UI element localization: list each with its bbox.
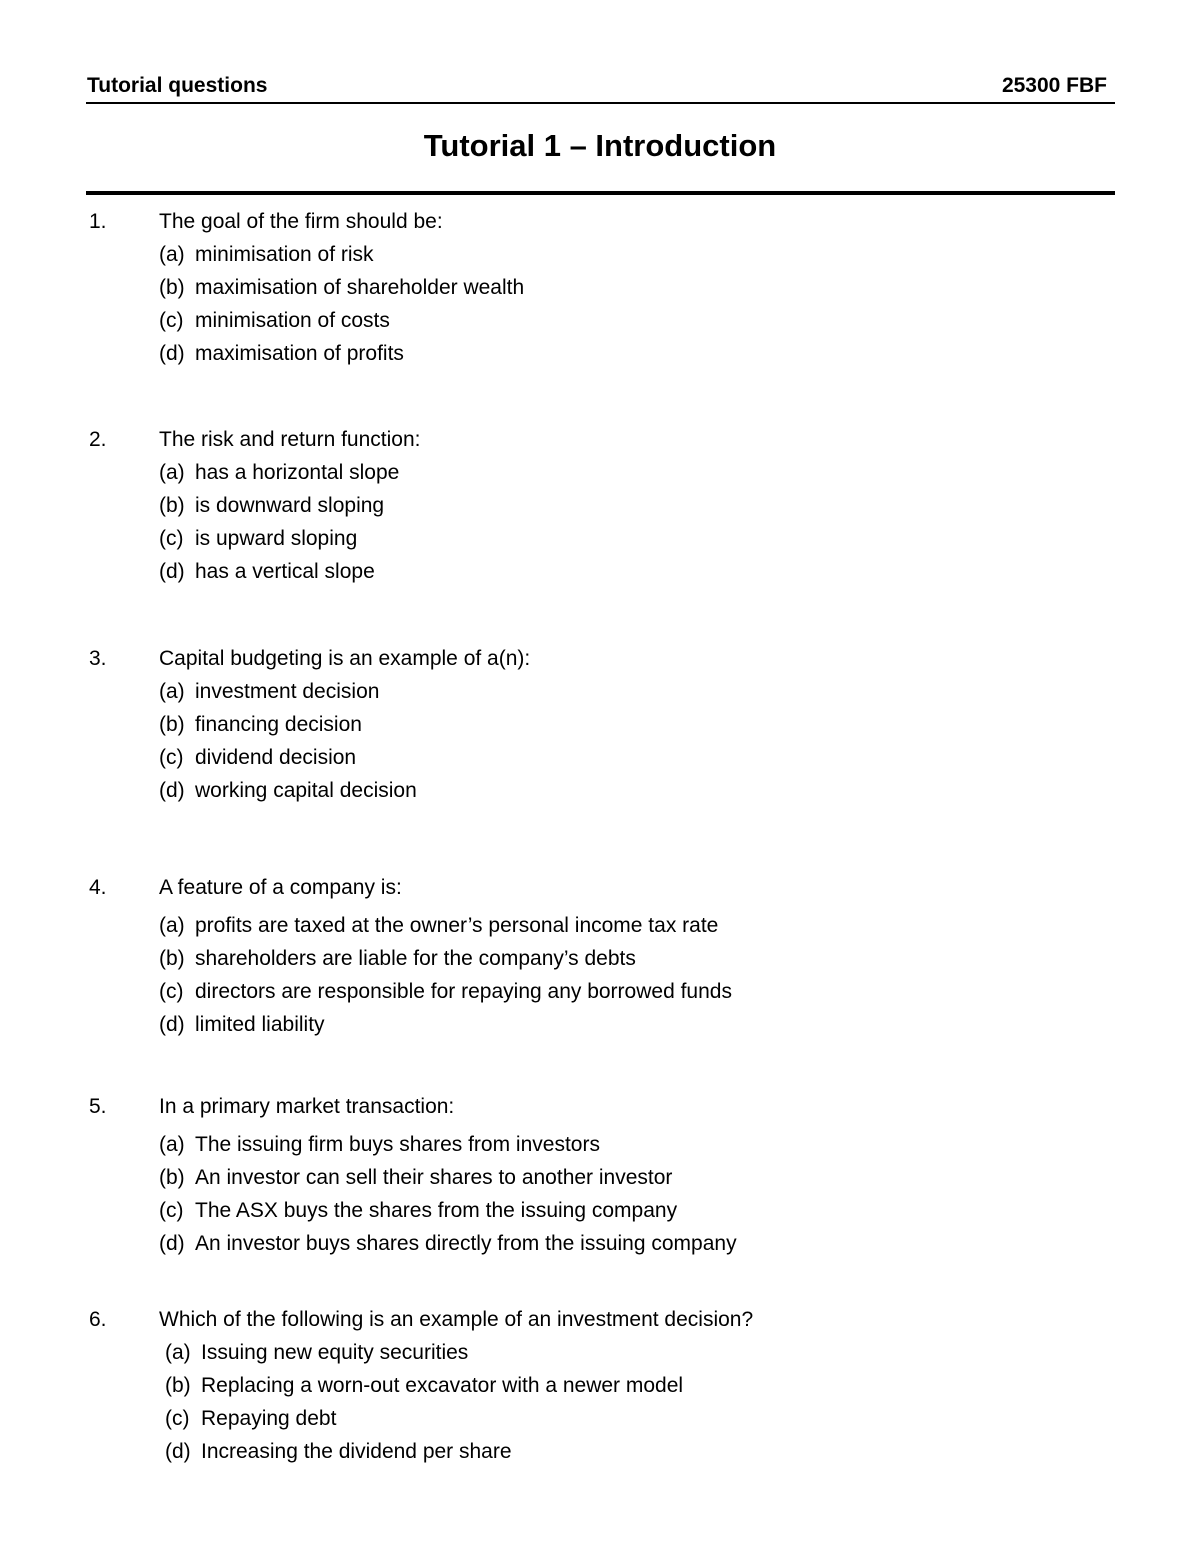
option-text: An investor can sell their shares to another investor (195, 1166, 673, 1189)
option-letter: (d) (159, 1232, 185, 1255)
option-d (165, 1438, 512, 1466)
option-a (159, 912, 718, 940)
question-number: 2. (89, 428, 107, 451)
option-text: has a vertical slope (195, 560, 375, 583)
option-letter: (b) (159, 494, 185, 517)
option-c (159, 307, 390, 335)
option-a (159, 1131, 600, 1159)
option-c (165, 1405, 336, 1433)
option-d (159, 1230, 737, 1258)
question-stem: Capital budgeting is an example of a(n): (159, 647, 531, 670)
option-letter: (b) (159, 1166, 185, 1189)
option-text: is upward sloping (195, 527, 358, 550)
option-text: An investor buys shares directly from the issuing company (195, 1232, 737, 1255)
option-text: Repaying debt (201, 1407, 337, 1430)
page-title: Tutorial 1 – Introduction (423, 128, 777, 163)
question-number: 5. (89, 1095, 107, 1118)
option-letter: (b) (159, 713, 185, 736)
option-letter: (a) (159, 461, 185, 484)
option-text: Issuing new equity securities (201, 1341, 469, 1364)
option-letter: (c) (159, 980, 184, 1003)
option-text: working capital decision (195, 779, 417, 802)
option-letter: (c) (159, 1199, 184, 1222)
option-b (159, 274, 524, 302)
header-divider (86, 102, 1115, 104)
option-text: dividend decision (195, 746, 357, 769)
option-letter: (a) (159, 914, 185, 937)
option-b (165, 1372, 683, 1400)
option-text: shareholders are liable for the company’s debts (195, 947, 636, 970)
option-letter: (c) (159, 746, 184, 769)
option-text: The issuing firm buys shares from investors (195, 1133, 600, 1156)
option-letter: (a) (159, 680, 185, 703)
question-number: 3. (89, 647, 107, 670)
option-a (165, 1339, 468, 1367)
option-text: minimisation of costs (195, 309, 390, 332)
option-text: minimisation of risk (195, 243, 374, 266)
running-header-right: 25300 FBF (1001, 74, 1107, 97)
question-stem: A feature of a company is: (159, 876, 402, 899)
option-b (159, 492, 384, 520)
option-letter: (b) (159, 276, 185, 299)
option-letter: (b) (159, 947, 185, 970)
option-text: The ASX buys the shares from the issuing company (195, 1199, 678, 1222)
option-text: has a horizontal slope (195, 461, 400, 484)
question-stem: Which of the following is an example of an investment decision? (159, 1308, 754, 1331)
option-c (159, 744, 356, 772)
option-d (159, 777, 417, 805)
option-c (159, 978, 732, 1006)
option-text: financing decision (195, 713, 362, 736)
question-number: 1. (89, 210, 107, 233)
option-letter: (d) (159, 1013, 185, 1036)
option-c (159, 525, 357, 553)
option-text: directors are responsible for repaying any borrowed funds (195, 980, 732, 1003)
option-text: profits are taxed at the owner’s personal income tax rate (195, 914, 719, 937)
option-text: maximisation of shareholder wealth (195, 276, 525, 299)
option-letter: (a) (159, 1133, 185, 1156)
running-header-left: Tutorial questions (87, 74, 268, 97)
option-a (159, 241, 374, 269)
question-number: 4. (89, 876, 107, 899)
title-divider (86, 191, 1115, 195)
option-letter: (a) (165, 1341, 191, 1364)
option-d (159, 558, 375, 586)
option-d (159, 340, 404, 368)
option-text: is downward sloping (195, 494, 385, 517)
option-text: maximisation of profits (195, 342, 404, 365)
question-stem: The risk and return function: (159, 428, 421, 451)
option-text: Increasing the dividend per share (201, 1440, 512, 1463)
option-letter: (d) (159, 560, 185, 583)
option-a (159, 459, 399, 487)
option-letter: (c) (159, 527, 184, 550)
option-text: limited liability (195, 1013, 325, 1036)
option-text: Replacing a worn-out excavator with a newer model (201, 1374, 684, 1397)
option-text: investment decision (195, 680, 380, 703)
question-stem: In a primary market transaction: (159, 1095, 455, 1118)
option-letter: (d) (159, 342, 185, 365)
option-d (159, 1011, 325, 1039)
option-letter: (a) (159, 243, 185, 266)
option-b (159, 711, 362, 739)
option-letter: (c) (159, 309, 184, 332)
question-stem: The goal of the firm should be: (159, 210, 443, 233)
option-letter: (b) (165, 1374, 191, 1397)
option-c (159, 1197, 677, 1225)
question-number: 6. (89, 1308, 107, 1331)
option-letter: (d) (165, 1440, 191, 1463)
option-b (159, 945, 636, 973)
option-letter: (c) (165, 1407, 190, 1430)
option-a (159, 678, 379, 706)
option-letter: (d) (159, 779, 185, 802)
option-b (159, 1164, 672, 1192)
